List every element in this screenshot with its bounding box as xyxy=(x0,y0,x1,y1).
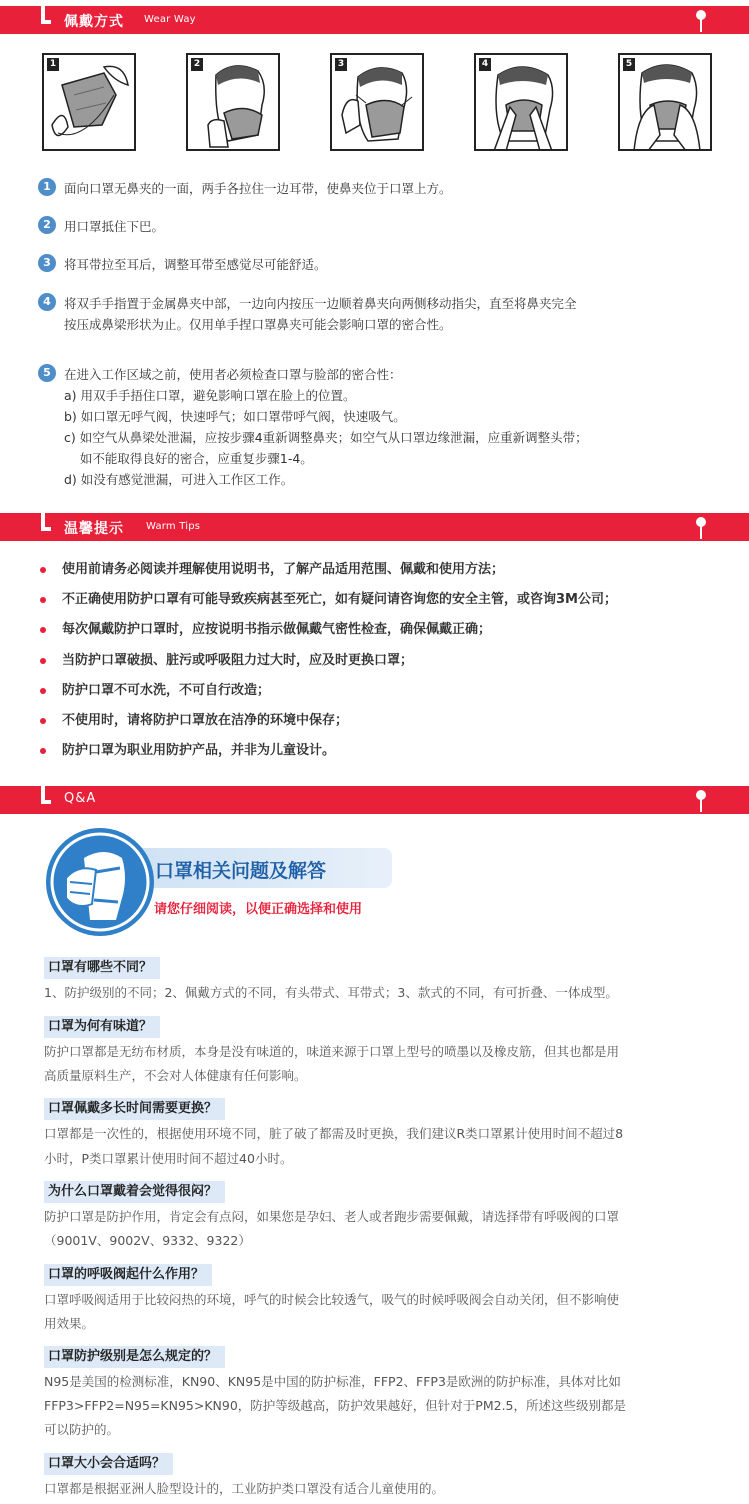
instruction-text: 将耳带拉至耳后，调整耳带至感觉尽可能舒适。 xyxy=(64,257,327,272)
bullet-icon xyxy=(40,688,46,694)
qa-banner-title: 口罩相关问题及解答 xyxy=(155,860,327,882)
wear-steps xyxy=(42,53,712,153)
mask-person-icon xyxy=(46,828,154,936)
step-image-3 xyxy=(330,53,424,151)
section-header-wear xyxy=(0,6,749,34)
instruction-text: 面向口罩无鼻夹的一面，两手各拉住一边耳带，使鼻夹位于口罩上方。 xyxy=(64,181,452,196)
step-number: 3 xyxy=(335,58,347,71)
section-title: 温馨提示 xyxy=(64,521,124,537)
step-circle-icon: 1 xyxy=(38,178,56,196)
sub-step: 如不能取得良好的密合，应重复步骤1-4。 xyxy=(64,451,313,466)
section-header-tips xyxy=(0,513,749,541)
step-number: 1 xyxy=(47,58,59,71)
bullet-icon xyxy=(40,748,46,754)
step-circle-icon: 2 xyxy=(38,216,56,234)
faq-question: 口罩防护级别是怎么规定的？ xyxy=(44,1346,225,1368)
faq-question: 口罩的呼吸阀起什么作用？ xyxy=(44,1264,212,1286)
sub-step: c) 如空气从鼻梁处泄漏，应按步骤4重新调整鼻夹；如空气从口罩边缘泄漏，应重新调整头带； xyxy=(64,430,588,445)
step-image-1 xyxy=(42,53,136,151)
pin-icon xyxy=(694,790,708,814)
faq-answer: FFP3>FFP2=N95=KN95>KN90，防护等级越高，防护效果越好，但针对于PM2.5，所述这些级别都是 xyxy=(44,1398,627,1413)
tab-notch-icon xyxy=(37,6,51,28)
faq-question: 口罩佩戴多长时间需要更换？ xyxy=(44,1098,225,1120)
faq-question: 口罩大小会合适吗？ xyxy=(44,1453,173,1475)
faq-answer: 口罩呼吸阀适用于比较闷热的环境，呼气的时候会比较透气，吸气的时候呼吸阀会自动关闭，但不影响使 xyxy=(44,1292,620,1307)
step-image-5 xyxy=(618,53,712,151)
bullet-icon xyxy=(40,597,46,603)
step-circle-icon: 3 xyxy=(38,254,56,272)
faq-answer: 口罩都是根据亚洲人脸型设计的，工业防护类口罩没有适合儿童使用的。 xyxy=(44,1481,445,1496)
instruction-text: 按压成鼻梁形状为止。仅用单手捏口罩鼻夹可能会影响口罩的密合性。 xyxy=(64,317,452,332)
section-subtitle: Warm Tips xyxy=(146,521,201,532)
faq-answer: 用效果。 xyxy=(44,1316,95,1331)
faq-answer: N95是美国的检测标准，KN90、KN95是中国的防护标准，FFP2、FFP3是欧洲的防护标准，具体对比如 xyxy=(44,1374,621,1389)
pin-icon xyxy=(694,10,708,34)
sub-step: a) 用双手手捂住口罩，避免影响口罩在脸上的位置。 xyxy=(64,388,356,403)
sub-step: d) 如没有感觉泄漏，可进入工作区工作。 xyxy=(64,472,294,487)
step-number: 5 xyxy=(623,58,635,71)
section-header-qa xyxy=(0,786,749,814)
instruction-text: 用口罩抵住下巴。 xyxy=(64,219,165,234)
section-title: 佩戴方式 xyxy=(64,14,124,30)
tab-notch-icon xyxy=(37,786,51,808)
step-image-4 xyxy=(474,53,568,151)
section-title: Q&A xyxy=(64,791,97,806)
instruction-text: 在进入工作区域之前，使用者必须检查口罩与脸部的密合性： xyxy=(64,367,402,382)
faq-question: 为什么口罩戴着会觉得很闷？ xyxy=(44,1181,225,1203)
bullet-icon xyxy=(40,567,46,573)
faq-question: 口罩为何有味道？ xyxy=(44,1016,160,1038)
bullet-icon xyxy=(40,627,46,633)
section-subtitle: Wear Way xyxy=(144,14,196,25)
tab-notch-icon xyxy=(37,513,51,535)
faq-answer: 可以防护的。 xyxy=(44,1422,120,1437)
instruction-text: 将双手手指置于金属鼻夹中部，一边向内按压一边顺着鼻夹向两侧移动指尖，直至将鼻夹完全 xyxy=(64,296,577,311)
faq-answer: 1、防护级别的不同；2、佩戴方式的不同，有头带式、耳带式；3、款式的不同，有可折叠、一体成型。 xyxy=(44,985,618,1000)
step-image-2 xyxy=(186,53,280,151)
faq-answer: 防护口罩都是无纺布材质，本身是没有味道的，味道来源于口罩上型号的喷墨以及橡皮筋，但其也都是用 xyxy=(44,1044,620,1059)
faq-answer: 高质量原料生产，不会对人体健康有任何影响。 xyxy=(44,1068,307,1083)
faq-question: 口罩有哪些不同？ xyxy=(44,957,160,979)
faq-answer: （9001V、9002V、9332、9322） xyxy=(44,1233,251,1248)
step-circle-icon: 4 xyxy=(38,293,56,311)
step-circle-icon: 5 xyxy=(38,364,56,382)
bullet-icon xyxy=(40,658,46,664)
faq-answer: 小时，P类口罩累计使用时间不超过40小时。 xyxy=(44,1151,293,1166)
faq-answer: 口罩都是一次性的，根据使用环境不同，脏了破了都需及时更换，我们建议R类口罩累计使用时间不超过8 xyxy=(44,1126,624,1141)
qa-banner-subtitle: 请您仔细阅读，以便正确选择和使用 xyxy=(154,902,363,917)
faq-answer: 防护口罩是防护作用，肯定会有点闷，如果您是孕妇、老人或者跑步需要佩戴，请选择带有呼吸阀的口罩 xyxy=(44,1209,620,1224)
bullet-icon xyxy=(40,718,46,724)
step-number: 4 xyxy=(479,58,491,71)
step-number: 2 xyxy=(191,58,203,71)
pin-icon xyxy=(694,517,708,541)
sub-step: b) 如口罩无呼气阀，快速呼气；如口罩带呼气阀，快速吸气。 xyxy=(64,409,406,424)
